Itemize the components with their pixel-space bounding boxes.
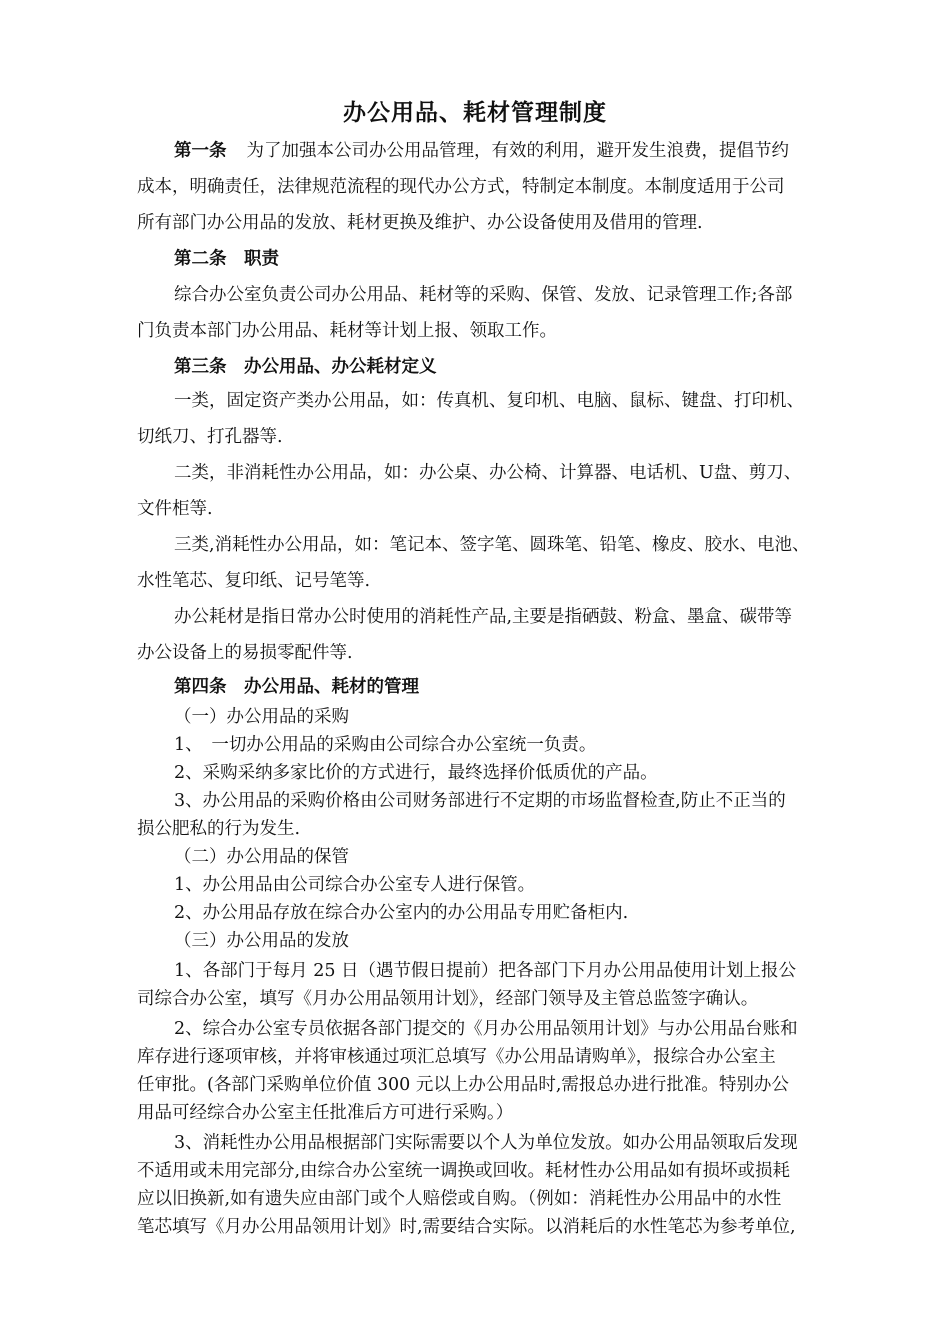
article-3-class-1-line-2: 切纸刀、打孔器等.	[137, 427, 283, 447]
article-3-heading: 第三条 办公用品、办公耗材定义	[174, 357, 437, 377]
article-2-line-1: 综合办公室负责公司办公用品、耗材等的采购、保管、发放、记录管理工作;各部	[174, 285, 793, 305]
article-3-consumables-line-2: 办公设备上的易损零配件等.	[137, 643, 353, 663]
article-3-class-2-line-2: 文件柜等.	[137, 499, 213, 519]
section-3-item-1-line-1: 1、各部门于每月 25 日（遇节假日提前）把各部门下月办公用品使用计划上报公	[174, 961, 797, 981]
article-4-heading: 第四条 办公用品、耗材的管理	[174, 677, 419, 697]
section-1-heading: （一）办公用品的采购	[174, 707, 349, 727]
section-3-item-3-line-4: 笔芯填写《月办公用品领用计划》时,需要结合实际。以消耗后的水性笔芯为参考单位,	[137, 1217, 796, 1237]
article-1-line-2: 成本，明确责任，法律规范流程的现代办公方式，特制定本制度。本制度适用于公司	[137, 177, 785, 197]
article-3-class-3-line-2: 水性笔芯、复印纸、记号笔等.	[137, 571, 371, 591]
section-1-item-3-line-2: 损公肥私的行为发生.	[137, 819, 301, 839]
section-1-item-1: 1、 一切办公用品的采购由公司综合办公室统一负责。	[174, 735, 597, 755]
section-1-item-2: 2、采购采纳多家比价的方式进行，最终选择价低质优的产品。	[174, 763, 658, 783]
section-3-item-3-line-3: 应以旧换新,如有遗失应由部门或个人赔偿或自购。（例如：消耗性办公用品中的水性	[137, 1189, 782, 1209]
section-3-item-2-line-1: 2、综合办公室专员依据各部门提交的《月办公用品领用计划》与办公用品台账和	[174, 1019, 798, 1039]
section-3-item-2-line-2: 库存进行逐项审核，并将审核通过项汇总填写《办公用品请购单》，报综合办公室主	[137, 1047, 776, 1067]
section-1-item-3-line-1: 3、办公用品的采购价格由公司财务部进行不定期的市场监督检查,防止不正当的	[174, 791, 786, 811]
article-1-line-1	[174, 140, 789, 162]
section-2-heading: （二）办公用品的保管	[174, 847, 349, 867]
section-3-item-3-line-1: 3、消耗性办公用品根据部门实际需要以个人为单位发放。如办公用品领取后发现	[174, 1133, 798, 1153]
section-3-heading: （三）办公用品的发放	[174, 931, 349, 951]
section-3-item-2-line-4: 用品可经综合办公室主任批准后方可进行采购。）	[137, 1103, 514, 1123]
section-2-item-2: 2、办公用品存放在综合办公室内的办公用品专用贮备柜内.	[174, 903, 629, 923]
article-1-text: 为了加强本公司办公用品管理，有效的利用，避开发生浪费，提倡节约	[246, 141, 789, 161]
article-2-heading: 第二条 职责	[174, 249, 279, 269]
article-3-class-3-line-1: 三类,消耗性办公用品，如：笔记本、签字笔、圆珠笔、铅笔、橡皮、胶水、电池、	[174, 535, 810, 555]
article-3-consumables-line-1: 办公耗材是指日常办公时使用的消耗性产品,主要是指硒鼓、粉盒、墨盒、碳带等	[174, 607, 793, 627]
section-3-item-2-line-3: 任审批。(各部门采购单位价值 300 元以上办公用品时,需报总办进行批准。特别办公	[137, 1075, 789, 1095]
article-3-class-2-line-1: 二类，非消耗性办公用品，如：办公桌、办公椅、计算器、电话机、U盘、剪刀、	[174, 463, 802, 483]
section-3-item-1-line-2: 司综合办公室，填写《月办公用品领用计划》，经部门领导及主管总监签字确认。	[137, 989, 759, 1009]
article-2-line-2: 门负责本部门办公用品、耗材等计划上报、领取工作。	[137, 321, 557, 341]
article-3-class-1-line-1: 一类，固定资产类办公用品，如：传真机、复印机、电脑、鼠标、键盘、打印机、	[174, 391, 804, 411]
page-title: 办公用品、耗材管理制度	[343, 99, 607, 126]
article-1-heading: 第一条	[174, 141, 227, 161]
article-1-line-3: 所有部门办公用品的发放、耗材更换及维护、办公设备使用及借用的管理.	[137, 213, 703, 233]
section-3-item-3-line-2: 不适用或未用完部分,由综合办公室统一调换或回收。耗材性办公用品如有损坏或损耗	[137, 1161, 791, 1181]
section-2-item-1: 1、办公用品由公司综合办公室专人进行保管。	[174, 875, 536, 895]
